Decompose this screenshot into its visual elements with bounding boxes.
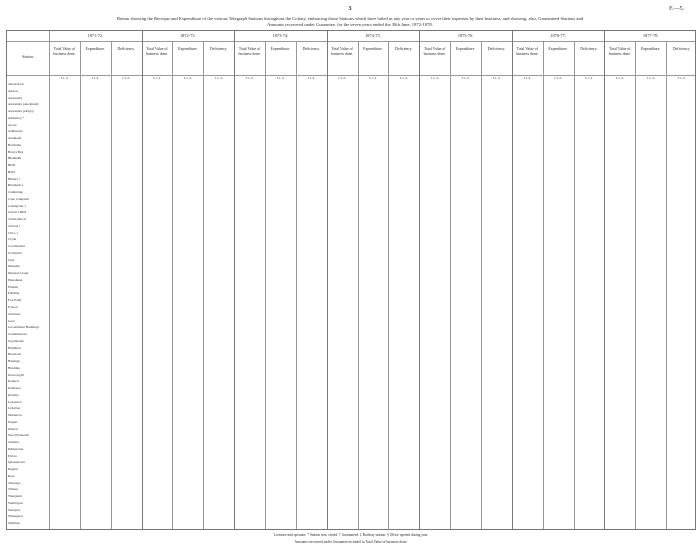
station-name: Palmerston <box>8 446 24 451</box>
column-header-0-2: Deficiency. <box>117 47 135 51</box>
station-name: Dunedin <box>8 264 20 269</box>
footnote-line-1: Licensee and operator. * Station now closed. † Guaranteed. ‡ Railway station. § Office opened during year. <box>273 533 429 537</box>
document-title <box>20 16 680 29</box>
column-header-6-1: Expenditure. <box>640 47 661 51</box>
sub-divider-0-2 <box>111 41 112 529</box>
column-header-3-1: Expenditure. <box>363 47 383 51</box>
station-name: Invercargill <box>8 372 24 377</box>
station-name: Wanganui <box>8 494 22 499</box>
period-header-0: 1871-72. <box>87 33 104 38</box>
currency-header-0-0: £ s. d. <box>60 76 69 80</box>
currency-header-4-0: £ s. d. <box>430 76 439 80</box>
station-name: Barrys Bay <box>8 149 24 154</box>
period-divider-4 <box>419 31 420 529</box>
station-name: Waimate <box>8 521 20 526</box>
station-name: Hokitika <box>8 365 20 370</box>
station-name: Gisborne <box>8 311 21 316</box>
column-header-4-1: Expenditure. <box>455 47 476 51</box>
sub-divider-5-1 <box>543 41 544 529</box>
sub-divider-1-2 <box>203 41 204 529</box>
station-name: Cape Campbell <box>8 196 29 201</box>
sub-divider-4-2 <box>481 41 482 529</box>
document-reference: F.—5. <box>669 6 684 12</box>
station-name: Auckland <box>8 136 22 141</box>
sub-divider-1-1 <box>172 41 173 529</box>
period-header-5: 1876-77. <box>550 33 566 38</box>
sub-divider-3-2 <box>388 41 389 529</box>
column-header-0-1: Expenditure. <box>85 47 106 51</box>
sub-divider-2-2 <box>296 41 297 529</box>
station-name: Abbotsford <box>8 82 24 86</box>
currency-header-1-2: £ s. d. <box>214 76 223 80</box>
column-header-0-0: Total Value of business done. <box>53 47 76 56</box>
sub-divider-3-1 <box>358 41 359 529</box>
station-name: Kaikoura <box>8 386 21 391</box>
station-name: Alexandra (Otago) <box>8 109 34 114</box>
sub-divider-0-1 <box>80 41 81 529</box>
column-header-1-0: Total Value of business done. <box>145 47 169 56</box>
station-name: Balclutha <box>8 142 21 147</box>
station-name: Eltham <box>8 284 18 289</box>
station-name: Cambridge <box>8 190 24 195</box>
station-name: Greymouth <box>8 338 24 343</box>
station-name: Kaiapoi <box>8 379 19 384</box>
station-name: Akaroa <box>8 88 18 93</box>
column-header-6-2: Deficiency. <box>672 47 691 51</box>
period-divider-2 <box>234 31 235 529</box>
station-column-divider <box>49 31 50 529</box>
station-name: Eketahuna <box>8 277 23 282</box>
column-header-2-2: Deficiency. <box>302 47 320 51</box>
period-divider-1 <box>142 31 143 529</box>
currency-header-3-2: £ s. d. <box>400 76 408 80</box>
period-divider-6 <box>604 31 605 529</box>
sub-divider-5-2 <box>574 41 575 529</box>
currency-header-3-0: £ s. d. <box>338 76 346 80</box>
currency-header-2-0: £ s. d. <box>245 76 254 80</box>
currency-header-1-1: £ s. d. <box>184 76 192 80</box>
station-name: Picton <box>8 453 17 458</box>
station-name: Hastings <box>8 359 20 364</box>
sub-divider-6-2 <box>666 41 667 529</box>
station-name: Alexandra <box>8 95 23 100</box>
station-name: Westport <box>8 507 21 512</box>
station-name: Gore <box>8 318 15 323</box>
station-name: Feilding <box>8 291 20 296</box>
station-column-header: Station. <box>22 55 34 59</box>
station-name: New Plymouth <box>8 433 29 438</box>
station-name: Fox Point <box>8 298 22 303</box>
station-name: Ashburton <box>8 129 23 134</box>
station-name: Government Buildings <box>8 325 39 330</box>
period-header-6: 1877-78. <box>642 33 659 38</box>
column-header-4-2: Deficiency. <box>487 47 506 51</box>
station-name: Arrow <box>8 122 17 127</box>
station-name: Cromwell <box>8 250 22 255</box>
column-header-5-0: Total Value of business done. <box>516 47 539 56</box>
sub-divider-2-1 <box>265 41 266 529</box>
period-header-4: 1875-76. <box>457 33 474 38</box>
station-name: Bulls <box>8 169 16 174</box>
receipts-expenditure-table <box>6 30 696 530</box>
column-header-1-1: Expenditure. <box>178 47 198 51</box>
column-header-2-0: Total Value of business done. <box>238 47 261 56</box>
currency-header-5-1: £ s. d. <box>554 76 562 80</box>
sub-divider-4-1 <box>450 41 451 529</box>
station-name: Oamaru <box>8 440 19 445</box>
column-header-3-0: Total Value of business done. <box>331 47 354 56</box>
station-name: Whangarei <box>8 514 23 519</box>
station-name: Lyttelton <box>8 406 21 411</box>
station-name: Queenstown <box>8 460 25 465</box>
footnote-line-2: Amounts recovered under Guarantee included in Total Value of business done. <box>294 540 408 544</box>
period-header-3: 1874-75. <box>365 33 381 38</box>
period-divider-3 <box>327 31 328 529</box>
currency-header-2-2: £ s. d. <box>307 76 316 80</box>
currency-header-0-2: £ s. d. <box>122 76 130 80</box>
currency-header-6-0: £ s. d. <box>616 76 624 80</box>
station-name: Havelock <box>8 352 21 357</box>
currency-header-3-1: £ s. d. <box>369 76 377 80</box>
currency-header-6-2: £ s. d. <box>677 76 686 80</box>
column-header-2-1: Expenditure. <box>270 47 291 51</box>
station-name: Burnham ‡ <box>8 183 24 188</box>
column-header-6-0: Total Value of business done. <box>608 47 631 56</box>
title-line-1: Return showing the Receipts and Expenditure of the various Telegraph Stations throughout the Colony, embracing those Stations which have failed in any year or years to cover their expenses by their business, and showing, also, Guaranteed Stations and <box>116 16 584 21</box>
column-header-5-2: Deficiency. <box>580 47 598 51</box>
station-name: Napier <box>8 419 18 424</box>
station-name: Cust <box>8 257 15 262</box>
period-divider-5 <box>512 31 513 529</box>
currency-header-6-1: £ s. d. <box>646 76 655 80</box>
station-name: Lawrence <box>8 399 22 404</box>
station-name: Timaru <box>8 487 18 492</box>
station-name: Alexandra (Auckland) <box>8 102 39 107</box>
station-name: Raglan <box>8 467 18 472</box>
period-header-1: 1872-73. <box>179 33 196 38</box>
station-name: Bluff <box>8 163 16 168</box>
station-name: Kawhia <box>8 392 19 397</box>
title-line-2: Amounts recovered under Guarantee, for the seven years ended the 30th June, 1872-1878. <box>267 22 433 28</box>
station-name: Foxton <box>8 305 18 309</box>
station-name: Grahamstown <box>8 332 28 337</box>
currency-header-0-1: £ s. d. <box>91 76 100 80</box>
station-name: Nelson <box>8 426 18 431</box>
currency-header-4-1: £ s. d. <box>461 76 470 80</box>
column-header-4-0: Total Value of business done. <box>423 47 446 56</box>
period-header-2: 1873-74. <box>272 33 289 38</box>
station-name: Cheviot Hills <box>8 210 27 215</box>
station-name: Ross <box>8 473 15 478</box>
column-header-3-2: Deficiency. <box>395 47 413 51</box>
station-name: Blenheim <box>8 156 22 161</box>
column-header-5-1: Expenditure. <box>548 47 568 51</box>
currency-header-1-0: £ s. d. <box>153 76 161 80</box>
station-name: Tauranga <box>8 480 21 485</box>
column-header-1-2: Deficiency. <box>210 47 228 51</box>
station-name: Coromandel <box>8 244 25 249</box>
station-name: Amberley * <box>8 115 25 120</box>
station-name: Wellington <box>8 500 23 505</box>
station-name: Clinton † <box>8 223 21 228</box>
sub-divider-6-1 <box>635 41 636 529</box>
currency-header-2-1: £ s. d. <box>276 76 285 80</box>
station-name: Clyde <box>8 237 17 242</box>
station-name: Hamilton <box>8 345 21 350</box>
station-name: Masterton <box>8 413 22 418</box>
currency-header-5-2: £ s. d. <box>585 76 593 80</box>
page-number: 3 <box>348 6 352 12</box>
currency-header-4-2: £ s. d. <box>492 76 501 80</box>
station-name: Christchurch <box>8 217 26 222</box>
station-name: Bullers † <box>8 176 21 181</box>
station-name: Dunstan Creek <box>8 271 29 276</box>
station-name: Clive † <box>8 230 18 235</box>
station-name: Castlepoint † <box>8 203 26 208</box>
currency-header-5-0: £ s. d. <box>523 76 532 80</box>
